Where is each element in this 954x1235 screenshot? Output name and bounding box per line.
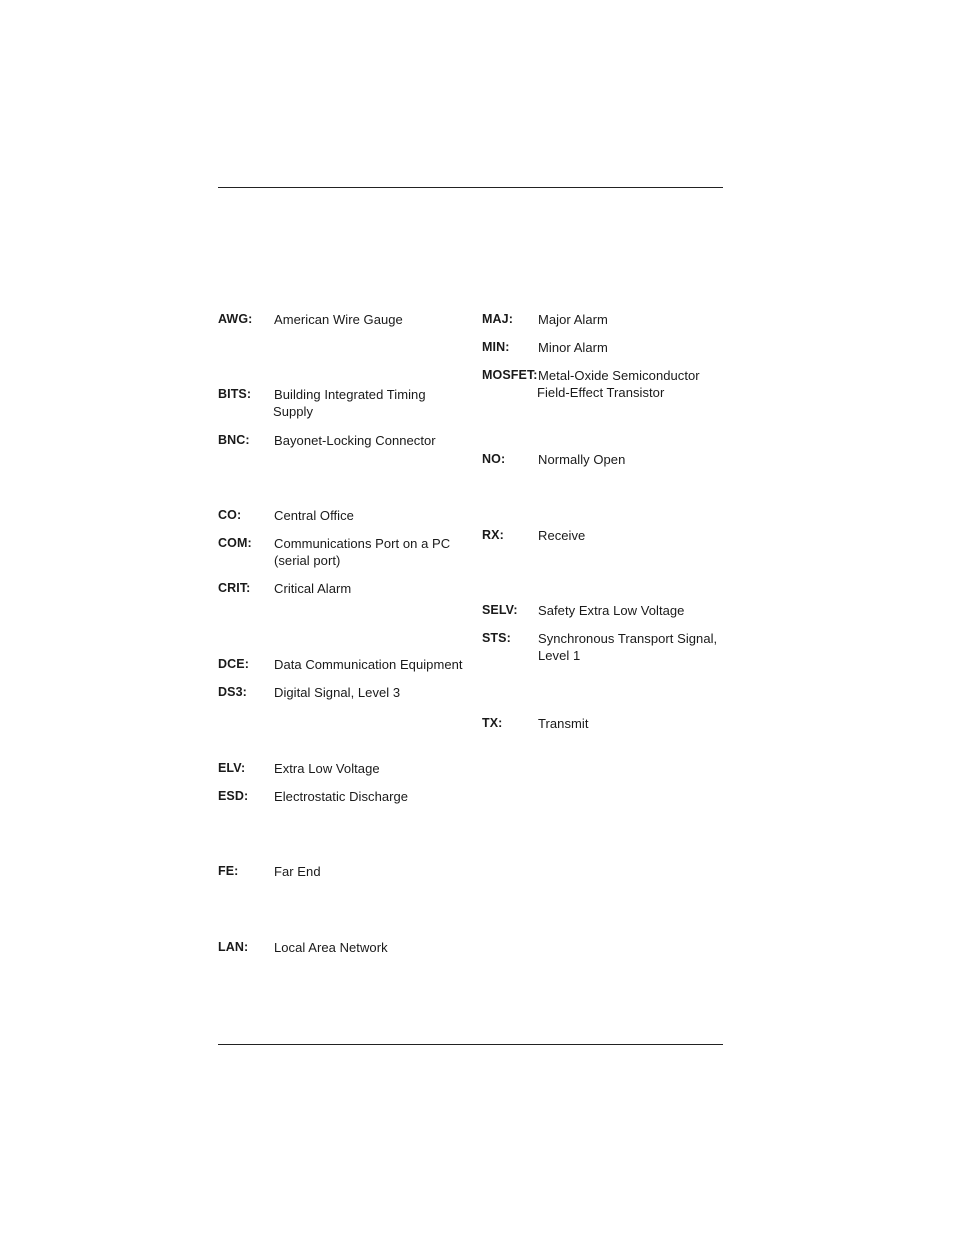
definition-line: Major Alarm bbox=[538, 312, 608, 327]
glossary-term: CO: bbox=[218, 508, 242, 522]
top-rule bbox=[218, 187, 723, 188]
definition-line: Transmit bbox=[538, 716, 589, 731]
definition-line: Extra Low Voltage bbox=[274, 761, 380, 776]
glossary-term: STS: bbox=[482, 631, 511, 645]
definition-line: American Wire Gauge bbox=[274, 312, 403, 327]
glossary-term: MAJ: bbox=[482, 312, 513, 326]
glossary-definition bbox=[538, 630, 717, 664]
definition-line: Synchronous Transport Signal, bbox=[538, 631, 718, 646]
bottom-rule bbox=[218, 1044, 723, 1045]
glossary-term: DS3: bbox=[218, 685, 247, 699]
glossary-definition bbox=[538, 451, 625, 468]
glossary-term: NO: bbox=[482, 452, 506, 466]
glossary-term: CRIT: bbox=[218, 581, 251, 595]
glossary-definition bbox=[538, 715, 588, 732]
glossary-term: SELV: bbox=[482, 603, 518, 617]
glossary-definition bbox=[538, 339, 608, 356]
definition-line: Minor Alarm bbox=[538, 340, 608, 355]
definition-line: Central Office bbox=[274, 508, 354, 523]
definition-line: Bayonet-Locking Connector bbox=[274, 433, 436, 448]
glossary-definition bbox=[274, 656, 463, 673]
definition-line: Far End bbox=[274, 864, 321, 879]
definition-line: Field-Effect Transistor bbox=[537, 385, 665, 400]
definition-line: Local Area Network bbox=[274, 940, 388, 955]
glossary-term: MIN: bbox=[482, 340, 510, 354]
glossary-term: LAN: bbox=[218, 940, 249, 954]
glossary-definition bbox=[274, 863, 321, 880]
glossary-definition bbox=[274, 684, 400, 701]
glossary-definition bbox=[274, 760, 380, 777]
glossary-term: TX: bbox=[482, 716, 503, 730]
glossary-definition bbox=[274, 386, 426, 420]
glossary-definition bbox=[538, 527, 585, 544]
glossary-term: RX: bbox=[482, 528, 504, 542]
glossary-definition bbox=[274, 535, 450, 569]
definition-line: Normally Open bbox=[538, 452, 626, 467]
definition-line: Data Communication Equipment bbox=[274, 657, 463, 672]
glossary-definition bbox=[274, 311, 403, 328]
definition-line: Safety Extra Low Voltage bbox=[538, 603, 685, 618]
definition-line: Building Integrated Timing bbox=[274, 387, 426, 402]
definition-line: Level 1 bbox=[538, 648, 581, 663]
definition-line: Critical Alarm bbox=[274, 581, 352, 596]
glossary-term: BNC: bbox=[218, 433, 250, 447]
glossary-term: ELV: bbox=[218, 761, 246, 775]
glossary-definition bbox=[274, 432, 436, 449]
definition-line: Receive bbox=[538, 528, 586, 543]
glossary-term: DCE: bbox=[218, 657, 249, 671]
glossary-term: AWG: bbox=[218, 312, 253, 326]
definition-line: Supply bbox=[273, 404, 314, 419]
glossary-term: BITS: bbox=[218, 387, 252, 401]
glossary-definition bbox=[538, 602, 684, 619]
glossary-definition bbox=[274, 507, 354, 524]
glossary-definition bbox=[274, 580, 351, 597]
glossary-term: FE: bbox=[218, 864, 239, 878]
glossary-term: COM: bbox=[218, 536, 252, 550]
definition-line: Digital Signal, Level 3 bbox=[274, 685, 401, 700]
definition-line: Communications Port on a PC bbox=[274, 536, 451, 551]
glossary-term: MOSFET: bbox=[482, 368, 538, 382]
glossary-definition bbox=[274, 939, 388, 956]
definition-line: (serial port) bbox=[274, 553, 341, 568]
definition-line: Electrostatic Discharge bbox=[274, 789, 409, 804]
glossary-definition bbox=[274, 788, 408, 805]
glossary-definition bbox=[538, 367, 700, 401]
glossary-term: ESD: bbox=[218, 789, 249, 803]
glossary-definition bbox=[538, 311, 608, 328]
definition-line: Metal-Oxide Semiconductor bbox=[538, 368, 700, 383]
